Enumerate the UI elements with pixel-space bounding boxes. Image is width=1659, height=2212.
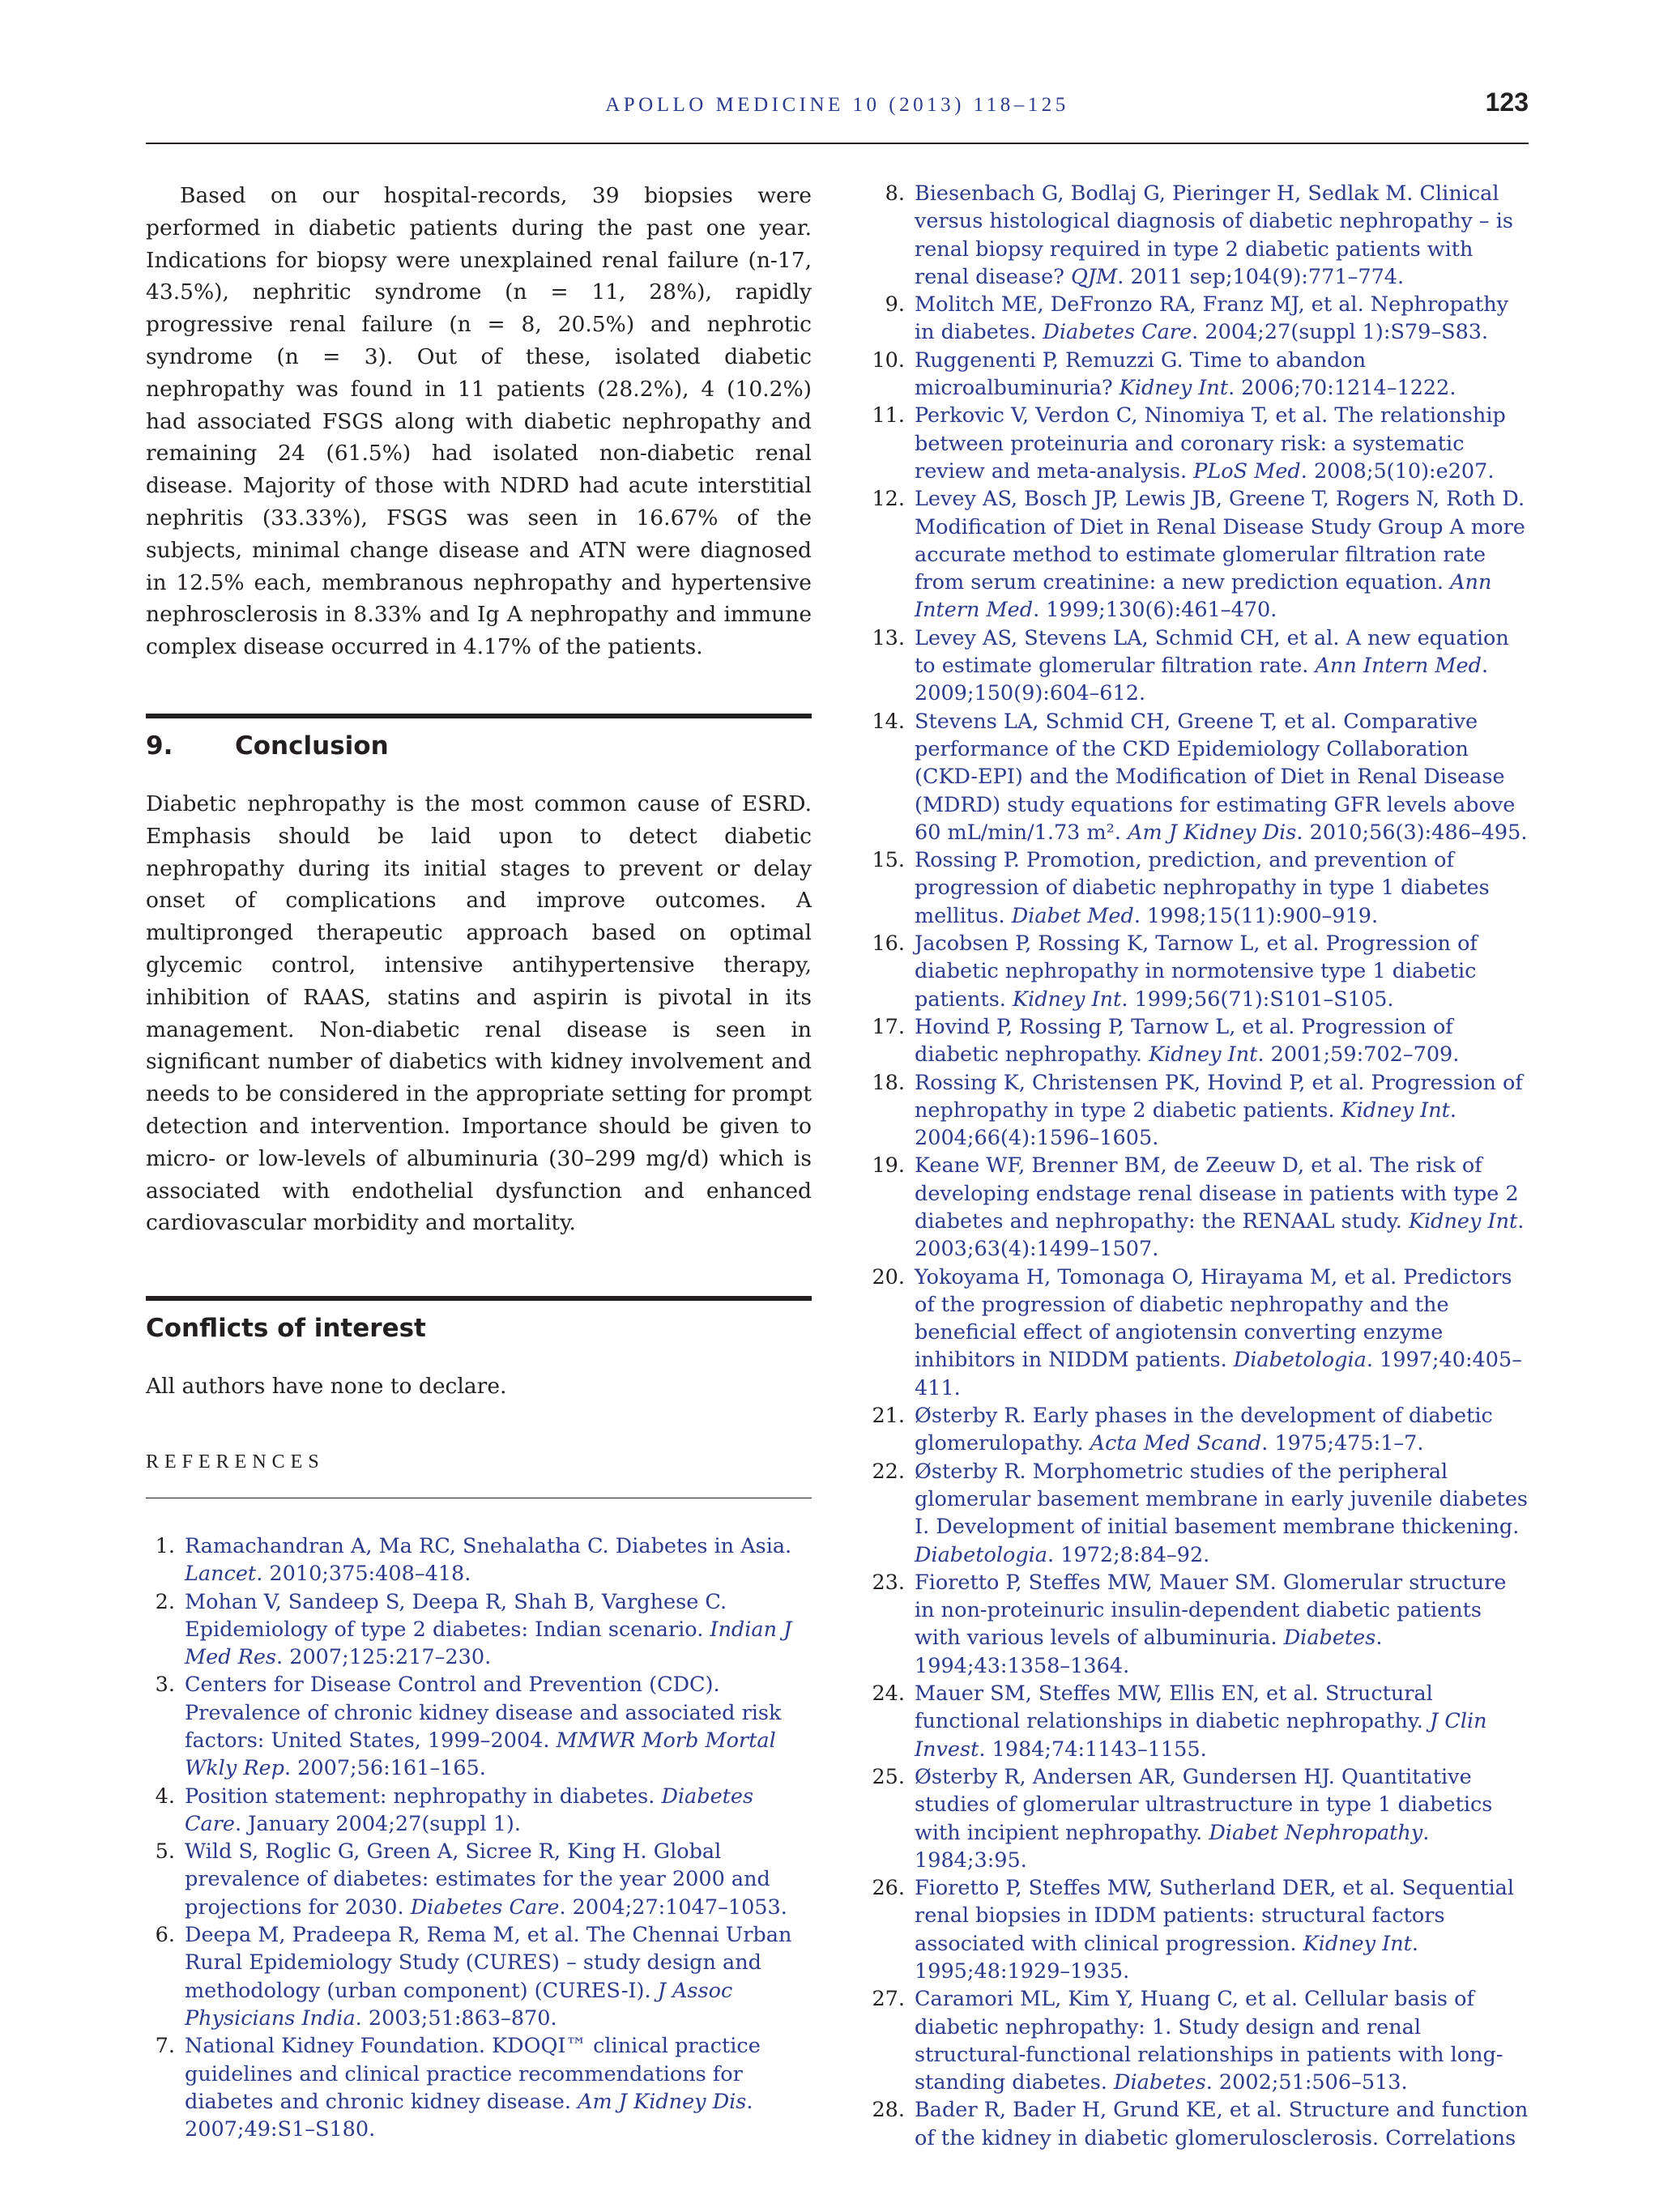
reference-journal: Am J Kidney Dis <box>1128 820 1297 845</box>
reference-number: 27. <box>872 1987 905 2012</box>
reference-item[interactable] <box>866 1569 1529 1680</box>
reference-item[interactable] <box>866 846 1529 930</box>
reference-journal: Diabet Med <box>1011 903 1134 928</box>
reference-volume-pages: . January 2004;27(suppl 1). <box>235 1811 521 1836</box>
reference-item[interactable] <box>146 1671 812 1782</box>
reference-number: 28. <box>872 2098 905 2123</box>
reference-item[interactable] <box>146 1838 812 1921</box>
reference-text <box>915 2096 1529 2152</box>
reference-number: 5. <box>155 1839 175 1865</box>
reference-number: 23. <box>872 1570 905 1595</box>
biopsy-paragraph: Based on our hospital-records, 39 biopsies were performed in diabetic patients during the past one year. Indications for biopsy were unexplained renal failure (n-17, 43.5%), nephritic syndrome (n = 11, 28%), rapidly progressive renal failure (n = 8, 20.5%) and nephrotic syndrome (n = 3). Out of these, isolated diabetic nephropathy was found in 11 patients (28.2%), 4 (10.2%) had associated FSGS along with diabetic nephropathy and remaining 24 (61.5%) had isolated non-diabetic renal disease. Majority of those with NDRD had acute interstitial nephritis (33.33%), FSGS was seen in 16.67% of the subjects, minimal change disease and ATN were diagnosed in 12.5% each, membranous nephropathy and hypertensive nephrosclerosis in 8.33% and Ig A nephropathy and immune complex disease occurred in 4.17% of the patients. <box>146 183 812 660</box>
section-rule <box>146 714 812 718</box>
reference-text <box>915 1069 1529 1153</box>
reference-item[interactable] <box>866 402 1529 485</box>
reference-item[interactable] <box>146 1588 812 1672</box>
right-column <box>866 180 1529 2152</box>
reference-number: 18. <box>872 1070 905 1095</box>
section-number: 9. <box>146 731 173 761</box>
reference-volume-pages: . 2002;51:506–513. <box>1205 2070 1408 2095</box>
reference-text <box>185 2032 812 2143</box>
reference-volume-pages: . 2011 sep;104(9):771–774. <box>1117 264 1405 289</box>
reference-authors-title: Mauer SM, Steffes MW, Ellis EN, et al. Structural functional relationships in diabetic nephropathy. <box>915 1681 1433 1734</box>
reference-number: 26. <box>872 1876 905 1901</box>
reference-number: 25. <box>872 1764 905 1789</box>
reference-number: 11. <box>872 403 905 428</box>
reference-item[interactable] <box>866 930 1529 1013</box>
page-number: 123 <box>1485 87 1529 117</box>
reference-text <box>915 485 1529 624</box>
reference-volume-pages: . 1972;8:84–92. <box>1047 1542 1210 1567</box>
reference-number: 14. <box>872 709 905 734</box>
reference-text <box>185 1671 812 1782</box>
reference-item[interactable] <box>866 485 1529 624</box>
reference-item[interactable] <box>866 1264 1529 1402</box>
reference-volume-pages: . 2004;66(4):1596–1605. <box>915 1097 1456 1151</box>
reference-authors-title: Levey AS, Stevens LA, Schmid CH, et al. A new equation to estimate glomerular filtration rate. <box>915 625 1509 679</box>
reference-number: 17. <box>872 1014 905 1039</box>
reference-authors-title: Stevens LA, Schmid CH, Greene T, et al. Comparative performance of the CKD Epidemiology Collaboration (CKD-EPI) and the Modification of Diet in Renal Disease (MDRD) study equations for estimating GFR levels above 60 mL/min/1.73 m². <box>915 709 1516 845</box>
reference-authors-title: Østerby R. Morphometric studies of the peripheral glomerular basement membrane in early juvenile diabetes I. Development of initial basement membrane thickening. <box>915 1459 1529 1540</box>
reference-number: 21. <box>872 1404 905 1429</box>
reference-text <box>185 1838 812 1921</box>
section-rule <box>146 1296 812 1301</box>
reference-journal: J Assoc Physicians India <box>185 1978 733 2031</box>
reference-item[interactable] <box>866 1152 1529 1263</box>
reference-journal: Diabetes Care <box>1043 320 1192 345</box>
reference-text <box>915 708 1529 846</box>
reference-authors-title: Ruggenenti P, Remuzzi G. Time to abandon microalbuminuria? <box>915 347 1367 401</box>
reference-journal: Kidney Int <box>1341 1097 1450 1123</box>
reference-number: 2. <box>155 1589 175 1614</box>
reference-volume-pages: . 2010;56(3):486–495. <box>1296 820 1528 845</box>
reference-number: 16. <box>872 931 905 957</box>
reference-item[interactable] <box>866 1763 1529 1874</box>
reference-volume-pages: . 2008;5(10):e207. <box>1300 458 1495 484</box>
reference-volume-pages: . 2003;51:863–870. <box>355 2005 557 2031</box>
reference-volume-pages: . 1999;130(6):461–470. <box>1033 598 1277 623</box>
reference-journal: Diabetes <box>1283 1626 1376 1651</box>
journal-citation: APOLLO MEDICINE 10 (2013) 118–125 <box>605 94 1069 116</box>
reference-authors-title: National Kidney Foundation. KDOQI™ clinical practice guidelines and clinical practice recommendations for diabetes and chronic kidney disease. <box>185 2034 761 2114</box>
reference-number: 24. <box>872 1681 905 1707</box>
reference-item[interactable] <box>866 180 1529 291</box>
reference-volume-pages: . 2007;49:S1–S180. <box>185 2089 753 2142</box>
reference-authors-title: Hovind P, Rossing P, Tarnow L, et al. Progression of diabetic nephropathy. <box>915 1014 1453 1068</box>
reference-list-left <box>146 1532 812 2144</box>
reference-journal: PLoS Med <box>1193 458 1301 484</box>
reference-item[interactable] <box>146 2032 812 2143</box>
reference-volume-pages: . 2007;56:161–165. <box>284 1756 486 1781</box>
reference-volume-pages: . 1995;48:1929–1935. <box>915 1931 1419 1984</box>
reference-journal: Ann Intern Med <box>1315 654 1482 679</box>
reference-text <box>915 180 1529 291</box>
reference-journal: Diabetes Care <box>410 1894 560 1920</box>
reference-volume-pages: . 2007;125:217–230. <box>276 1645 492 1670</box>
reference-journal: Lancet <box>185 1562 257 1587</box>
reference-list-right <box>866 180 1529 2152</box>
reference-item[interactable] <box>146 1532 812 1588</box>
reference-journal: Acta Med Scand <box>1090 1431 1262 1456</box>
conflicts-heading <box>146 1314 812 1343</box>
reference-item[interactable] <box>866 291 1529 347</box>
reference-text <box>915 1013 1529 1069</box>
reference-volume-pages: . 2004;27(suppl 1):S79–S83. <box>1192 320 1489 345</box>
reference-text <box>915 1874 1529 1985</box>
reference-number: 1. <box>155 1533 175 1558</box>
reference-item[interactable] <box>866 1458 1529 1569</box>
reference-item[interactable] <box>866 624 1529 708</box>
reference-item[interactable] <box>866 2096 1529 2152</box>
reference-authors-title: Position statement: nephropathy in diabetes. <box>185 1784 655 1809</box>
reference-text <box>915 1264 1529 1402</box>
reference-text <box>915 1458 1529 1569</box>
reference-text <box>185 1588 812 1672</box>
conclusion-heading <box>146 731 812 761</box>
conclusion-paragraph: Diabetic nephropathy is the most common cause of ESRD. Emphasis should be laid upon to detect diabetic nephropathy during its initial stages to prevent or delay onset of complications and improve outcomes. A multipronged therapeutic approach based on optimal glycemic control, intensive antihypertensive therapy, inhibition of RAAS, statins and aspirin is pivotal in its management. Non-diabetic renal disease is seen in significant number of diabetics with kidney involvement and needs to be considered in the appropriate setting for prompt detection and intervention. Importance should be given to micro- or low-levels of albuminuria (30–299 mg/d) which is associated with endothelial dysfunction and enhanced cardiovascular morbidity and mortality. <box>146 791 812 1236</box>
reference-number: 15. <box>872 848 905 873</box>
reference-authors-title: Bader R, Bader H, Grund KE, et al. Structure and function of the kidney in diabetic glomerulosclerosis. Correlations <box>915 2098 1529 2150</box>
reference-number: 6. <box>155 1923 175 1948</box>
reference-number: 8. <box>885 181 905 206</box>
reference-authors-title: Ramachandran A, Ma RC, Snehalatha C. Diabetes in Asia. <box>185 1533 792 1558</box>
reference-journal: Am J Kidney Dis <box>578 2089 747 2114</box>
reference-number: 13. <box>872 625 905 650</box>
reference-item[interactable] <box>866 347 1529 403</box>
reference-item[interactable] <box>866 1402 1529 1458</box>
reference-number: 3. <box>155 1673 175 1698</box>
reference-number: 22. <box>872 1459 905 1484</box>
reference-volume-pages: . 1997;40:405–411. <box>915 1348 1522 1400</box>
reference-journal: Diabetes <box>1114 2070 1206 2095</box>
reference-item[interactable] <box>146 1921 812 2032</box>
reference-authors-title: Wild S, Roglic G, Green A, Sicree R, King H. Global prevalence of diabetes: estimates for the year 2000 and projections for 2030. <box>185 1839 770 1920</box>
reference-authors-title: Caramori ML, Kim Y, Huang C, et al. Cellular basis of diabetic nephropathy: 1. Study design and renal structural-functional relationships in patients with long-standing diabetes. <box>915 1987 1503 2095</box>
reference-text <box>915 846 1529 930</box>
reference-journal: QJM <box>1070 264 1118 289</box>
reference-authors-title: Mohan V, Sandeep S, Deepa R, Shah B, Varghese C. Epidemiology of type 2 diabetes: Indian scenario. <box>185 1589 727 1642</box>
reference-authors-title: Rossing P. Promotion, prediction, and prevention of progression of diabetic nephropathy in type 1 diabetes mellitus. <box>915 848 1490 928</box>
reference-journal: Diabetologia <box>915 1542 1048 1567</box>
reference-item[interactable] <box>866 1874 1529 1985</box>
reference-authors-title: Molitch ME, DeFronzo RA, Franz MJ, et al. Nephropathy in diabetes. <box>915 292 1509 345</box>
reference-volume-pages: . 2003;63(4):1499–1507. <box>915 1208 1525 1262</box>
reference-text <box>915 1763 1529 1874</box>
reference-item[interactable] <box>866 1069 1529 1153</box>
reference-volume-pages: . 2009;150(9):604–612. <box>915 654 1489 706</box>
reference-journal: Diabet Nephropathy <box>1209 1820 1423 1845</box>
reference-volume-pages: . 2001;59:702–709. <box>1257 1042 1460 1068</box>
reference-journal: Kidney Int <box>1303 1931 1412 1956</box>
references-heading: REFERENCES <box>146 1451 325 1473</box>
reference-text <box>915 1152 1529 1263</box>
reference-volume-pages: . 1998;15(11):900–919. <box>1133 903 1379 928</box>
reference-journal: Indian J Med Res <box>185 1617 792 1670</box>
reference-authors-title: Keane WF, Brenner BM, de Zeeuw D, et al. The risk of developing endstage renal disease in patients with type 2 diabetes and nephropathy: the RENAAL study. <box>915 1153 1519 1234</box>
reference-journal: J Clin Invest <box>915 1709 1487 1762</box>
reference-authors-title: Østerby R. Early phases in the development of diabetic glomerulopathy. <box>915 1404 1493 1456</box>
reference-text <box>915 1402 1529 1458</box>
reference-volume-pages: . 1984;3:95. <box>915 1820 1430 1873</box>
reference-volume-pages: . 1975;475:1–7. <box>1261 1431 1424 1456</box>
reference-authors-title: Yokoyama H, Tomonaga O, Hirayama M, et al. Predictors of the progression of diabetic nephropathy and the beneficial effect of angiotensin converting enzyme inhibitors in NIDDM patients. <box>915 1264 1512 1373</box>
reference-text <box>915 1680 1529 1763</box>
reference-volume-pages: . 2004;27:1047–1053. <box>559 1894 787 1920</box>
reference-text <box>185 1921 812 2032</box>
reference-text <box>915 347 1529 403</box>
reference-authors-title: Biesenbach G, Bodlaj G, Pieringer H, Sedlak M. Clinical versus histological diagnosis of diabetic nephropathy – is renal biopsy required in type 2 diabetic patients with renal disease? <box>915 181 1513 289</box>
reference-number: 4. <box>155 1784 175 1809</box>
reference-text <box>915 624 1529 708</box>
reference-text <box>185 1783 812 1839</box>
reference-text <box>915 1985 1529 2096</box>
section-title: Conclusion <box>235 731 389 761</box>
reference-item[interactable] <box>866 1013 1529 1069</box>
reference-volume-pages: . 1984;74:1143–1155. <box>979 1737 1207 1762</box>
reference-authors-title: Perkovic V, Verdon C, Ninomiya T, et al. The relationship between proteinuria and coronary risk: a systematic review and meta-analysis. <box>915 403 1506 484</box>
reference-journal: Diabetologia <box>1233 1348 1367 1373</box>
conflicts-paragraph: All authors have none to declare. <box>146 1374 507 1400</box>
reference-authors-title: Østerby R, Andersen AR, Gundersen HJ. Quantitative studies of glomerular ultrastructure in type 1 diabetics with incipient nephropathy. <box>915 1764 1493 1845</box>
reference-number: 7. <box>155 2034 175 2059</box>
reference-number: 20. <box>872 1264 905 1289</box>
reference-text <box>915 291 1529 347</box>
reference-text <box>915 1569 1529 1680</box>
reference-journal: Diabetes Care <box>185 1784 754 1836</box>
reference-number: 12. <box>872 487 905 512</box>
reference-authors-title: Fioretto P, Steffes MW, Sutherland DER, et al. Sequential renal biopsies in IDDM patients: structural factors associated with clinical progression. <box>915 1876 1515 1956</box>
reference-journal: Ann Intern Med <box>915 570 1492 623</box>
reference-journal: Kidney Int <box>1013 987 1122 1012</box>
reference-authors-title: Jacobsen P, Rossing K, Tarnow L, et al. Progression of diabetic nephropathy in normotensive type 1 diabetic patients. <box>915 931 1478 1012</box>
reference-item[interactable] <box>866 708 1529 846</box>
left-column <box>146 180 812 2143</box>
reference-text <box>915 930 1529 1013</box>
reference-number: 9. <box>885 292 905 318</box>
reference-text <box>185 1532 812 1588</box>
reference-authors-title: Levey AS, Bosch JP, Lewis JB, Greene T, Rogers N, Roth D. Modification of Diet in Renal Disease Study Group A more accurate method to estimate glomerular filtration rate from serum creatinine: a new prediction equation. <box>915 487 1525 595</box>
reference-volume-pages: . 1994;43:1358–1364. <box>915 1626 1383 1678</box>
reference-number: 19. <box>872 1153 905 1178</box>
reference-journal: MMWR Morb Mortal Wkly Rep <box>185 1728 776 1781</box>
reference-authors-title: Deepa M, Pradeepa R, Rema M, et al. The Chennai Urban Rural Epidemiology Study (CURES) – study design and methodology (urban component) (CURES-I). <box>185 1923 792 2003</box>
reference-authors-title: Centers for Disease Control and Prevention (CDC). Prevalence of chronic kidney disease and associated risk factors: United States, 1999–2004. <box>185 1673 782 1753</box>
section-title: Conflicts of interest <box>146 1314 426 1344</box>
reference-journal: Kidney Int <box>1119 376 1229 401</box>
reference-journal: Kidney Int <box>1408 1208 1518 1234</box>
reference-volume-pages: . 1999;56(71):S101–S105. <box>1121 987 1394 1012</box>
reference-item[interactable] <box>866 1680 1529 1763</box>
reference-number: 10. <box>872 347 905 373</box>
reference-journal: Kidney Int <box>1149 1042 1258 1068</box>
reference-volume-pages: . 2010;375:408–418. <box>256 1562 471 1587</box>
reference-authors-title: Fioretto P, Steffes MW, Mauer SM. Glomerular structure in non-proteinuric insulin-dependent diabetic patients with various levels of albuminuria. <box>915 1570 1507 1651</box>
reference-authors-title: Rossing K, Christensen PK, Hovind P, et al. Progression of nephropathy in type 2 diabetic patients. <box>915 1070 1523 1123</box>
reference-item[interactable] <box>866 1985 1529 2096</box>
reference-item[interactable] <box>146 1783 812 1839</box>
reference-volume-pages: . 2006;70:1214–1222. <box>1228 376 1456 401</box>
reference-text <box>915 402 1529 485</box>
running-header <box>146 89 1529 144</box>
